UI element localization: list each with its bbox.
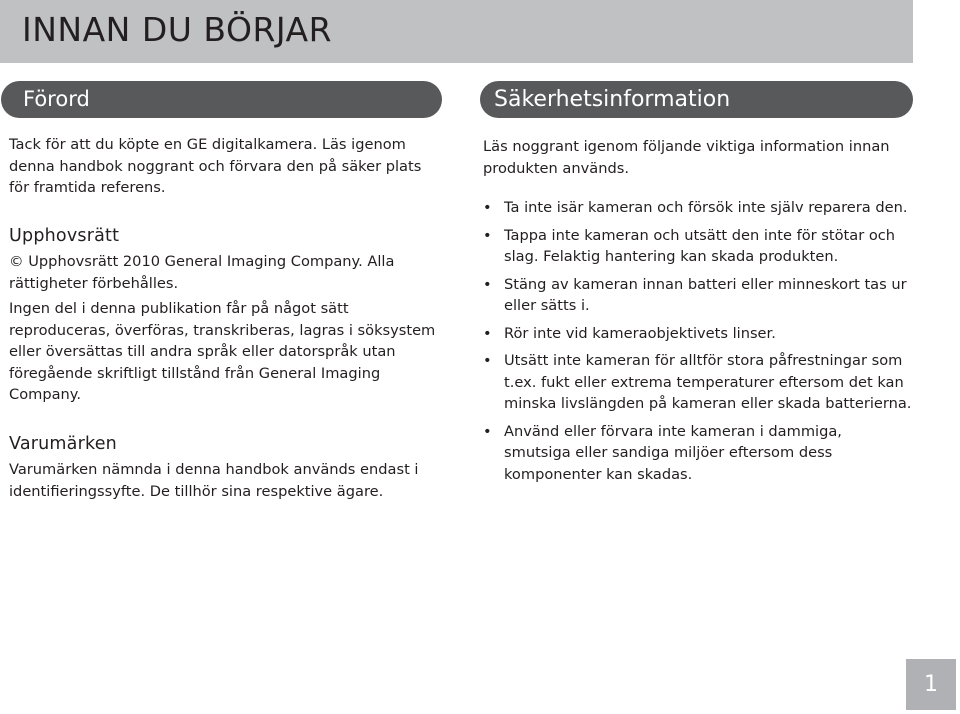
- right-column: [483, 136, 913, 491]
- list-item-text: Stäng av kameran innan batteri eller minneskort tas ur eller sätts i.: [504, 275, 907, 314]
- list-item-text: Använd eller förvara inte kameran i dammiga, smutsiga eller sandiga miljöer eftersom dess komponenter kan skadas.: [504, 422, 842, 483]
- bullet-icon: •: [483, 226, 492, 244]
- safety-intro: Läs noggrant igenom följande viktiga information innan produkten används.: [483, 138, 890, 177]
- bullet-icon: •: [483, 352, 492, 369]
- bullet-icon: •: [483, 199, 492, 216]
- foreword-text: Tack för att du köpte en GE digitalkamera. Läs igenom denna handbok noggrant och förvara den på säker plats för framtida referens.: [9, 136, 422, 196]
- copyright-line: © Upphovsrätt 2010 General Imaging Company. Alla rättigheter förbehålles.: [9, 253, 395, 292]
- safety-list: [483, 197, 913, 485]
- list-item: [483, 323, 913, 345]
- list-item-text: Utsätt inte kameran för alltför stora påfrestningar som t.ex. fukt eller extrema temperaturer eftersom det kan minska livslängden på kameran eller skada batterierna.: [504, 352, 912, 412]
- page-title: INNAN DU BÖRJAR: [22, 10, 333, 49]
- list-item: [483, 350, 913, 415]
- copyright-heading: Upphovsrätt: [9, 225, 120, 246]
- copyright-body: Ingen del i denna publikation får på något sätt reproduceras, överföras, transkriberas, lagras i söksystem eller översättas till andra språk eller datorspråk utan föregående skriftligt tillstånd från General Imaging Company.: [9, 300, 436, 403]
- section-header-sakerhetsinformation: Säkerhetsinformation: [480, 81, 913, 118]
- list-item: [483, 197, 913, 219]
- list-item: [483, 225, 913, 268]
- list-item-text: Rör inte vid kameraobjektivets linser.: [504, 324, 776, 342]
- header-band: [0, 0, 913, 63]
- list-item-text: Tappa inte kameran och utsätt den inte för stötar och slag. Felaktig hantering kan skada produkten.: [504, 226, 896, 265]
- left-column: [9, 134, 439, 502]
- list-item: [483, 421, 913, 486]
- page-number: 1: [906, 659, 956, 710]
- list-item-text: Ta inte isär kameran och försök inte själv reparera den.: [504, 199, 908, 216]
- bullet-icon: •: [483, 422, 492, 440]
- list-item: [483, 274, 913, 317]
- trademarks-body: Varumärken nämnda i denna handbok används endast i identifieringssyfte. De tillhör sina respektive ägare.: [9, 461, 419, 500]
- section-header-forord: Förord: [1, 81, 442, 118]
- bullet-icon: •: [483, 275, 492, 293]
- bullet-icon: •: [483, 324, 492, 342]
- trademarks-heading: Varumärken: [9, 433, 117, 454]
